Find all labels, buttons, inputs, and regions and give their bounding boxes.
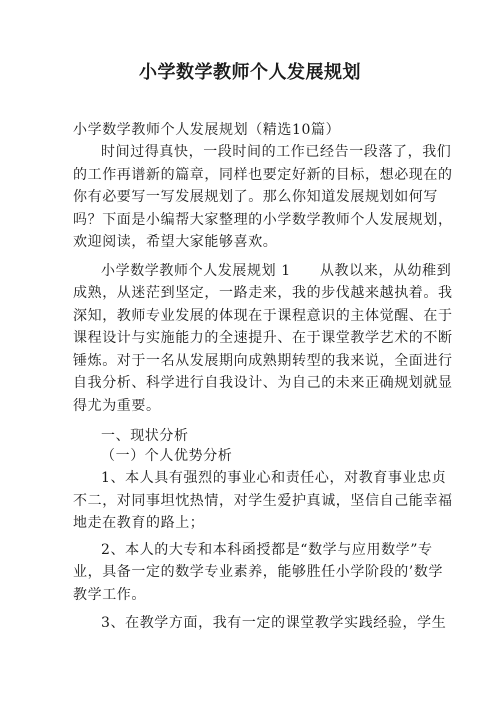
paragraph-line: 欢迎阅读，希望大家能够喜欢。: [73, 234, 278, 250]
list-item-line: 3、在教学方面，我有一定的课堂教学实践经验，学生: [101, 615, 447, 631]
list-item-line: 教学工作。: [73, 587, 146, 603]
document-title: 小学数学教师个人发展规划: [139, 62, 361, 83]
paragraph-line: 深知，教师专业发展的体现在于课程意识的主体觉醒、在于: [73, 308, 453, 324]
list-item-line: 1、本人具有强烈的事业心和责任心，对教育事业忠贞: [101, 470, 447, 486]
section-heading: 一、现状分析: [101, 428, 189, 444]
subsection-heading: （一）个人优势分析: [101, 448, 233, 464]
paragraph-line: 吗？下面是小编帮大家整理的小学数学教师个人发展规划，: [73, 212, 453, 228]
paragraph-line: 你有必要写一写发展规划了。那么你知道发展规划如何写: [73, 189, 438, 205]
document-subtitle-line: 小学数学教师个人发展规划（精选10篇）: [73, 122, 341, 138]
paragraph-line: 得尤为重要。: [73, 398, 161, 414]
paragraph-line: 成熟，从迷茫到坚定，一路走来，我的步伐越来越执着。我: [73, 285, 453, 301]
list-item-line: 地走在教育的路上；: [73, 515, 205, 531]
list-item-line: 不二，对同事坦忱热情，对学生爱护真诚，坚信自己能幸福: [73, 493, 453, 509]
section-heading-line: 小学数学教师个人发展规划 1 从教以来，从幼稚到: [101, 263, 452, 279]
paragraph-line: 课程设计与实施能力的全速提升、在于课堂教学艺术的不断: [73, 330, 453, 346]
list-item-line: 2、本人的大专和本科函授都是“数学与应用数学”专: [101, 542, 433, 558]
paragraph-line: 自我分析、科学进行自我设计、为自己的未来正确规划就显: [73, 375, 453, 391]
paragraph-line: 锤炼。对于一名从发展期向成熟期转型的我来说，全面进行: [73, 353, 453, 369]
list-item-line: 业，具备一定的数学专业素养，能够胜任小学阶段的’数学: [73, 564, 444, 580]
paragraph-line: 时间过得真快，一段时间的工作已经告一段落了，我们: [101, 144, 452, 160]
paragraph-line: 的工作再谱新的篇章，同样也要定好新的目标，想必现在的: [73, 167, 453, 183]
